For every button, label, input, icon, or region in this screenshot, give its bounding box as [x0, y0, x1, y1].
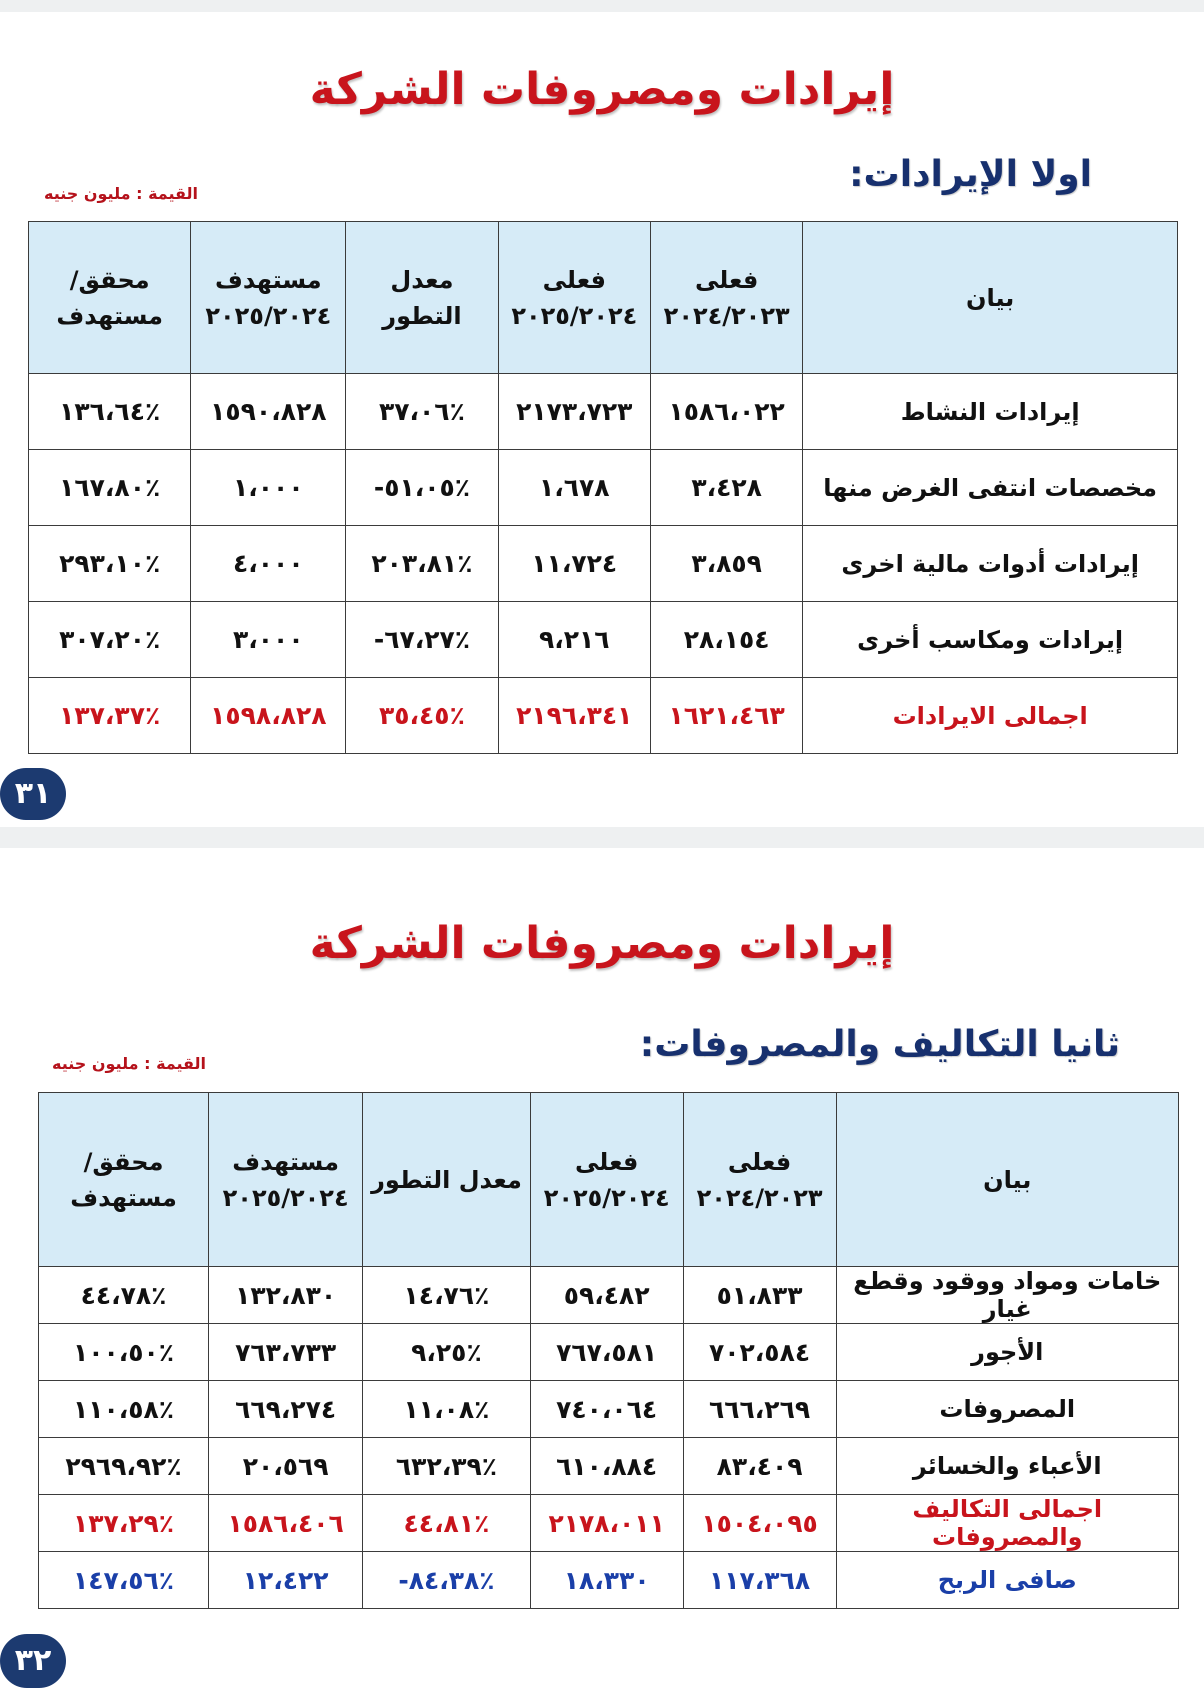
table-row: [29, 450, 1178, 526]
table-cell: ٪٣٧،٠٦: [346, 374, 498, 450]
table-cell: ٪٤٤،٧٨: [39, 1267, 209, 1324]
table-cell: ٥٩،٤٨٢: [530, 1267, 683, 1324]
slide-title: إيرادات ومصروفات الشركة: [309, 918, 895, 969]
table-cell: ١٣٢،٨٣٠: [209, 1267, 363, 1324]
costs-table: [38, 1092, 1179, 1609]
table-cell: ٨٣،٤٠٩: [683, 1438, 836, 1495]
row-label: إيرادات أدوات مالية اخرى: [803, 526, 1178, 602]
table-cell: ٪٢٩٦٩،٩٢: [39, 1438, 209, 1495]
total-row: [29, 678, 1178, 754]
table-cell: ٪١٤٧،٥٦: [39, 1552, 209, 1609]
table-cell: ٪٣٥،٤٥: [346, 678, 498, 754]
row-label: إيرادات النشاط: [803, 374, 1178, 450]
table-row: [39, 1438, 1179, 1495]
table-cell: ٣،٨٥٩: [650, 526, 802, 602]
table-cell: ٪٥١،٠٥-: [346, 450, 498, 526]
table-row: [39, 1381, 1179, 1438]
header-cell: فعلى ٢٠٢٥/٢٠٢٤: [530, 1093, 683, 1267]
table-cell: ٣،٤٢٨: [650, 450, 802, 526]
unit-note: القيمة : مليون جنيه: [52, 1054, 207, 1073]
table-cell: ٢٨،١٥٤: [650, 602, 802, 678]
table-cell: ٪٩،٢٥: [363, 1324, 531, 1381]
table-cell: ١٥٨٦،٠٢٢: [650, 374, 802, 450]
row-label: مخصصات انتفى الغرض منها: [803, 450, 1178, 526]
slide-revenues: [0, 12, 1204, 827]
table-cell: ٪١٣٦،٦٤: [29, 374, 191, 450]
revenues-table: [28, 221, 1178, 754]
header-cell: معدل التطور: [346, 222, 498, 374]
table-cell: ٧٠٢،٥٨٤: [683, 1324, 836, 1381]
table-cell: ١٨،٣٣٠: [530, 1552, 683, 1609]
header-cell: فعلى ٢٠٢٥/٢٠٢٤: [498, 222, 650, 374]
table-row: [39, 1267, 1179, 1324]
table-cell: ٪١٣٧،٣٧: [29, 678, 191, 754]
row-label: صافى الربح: [836, 1552, 1178, 1609]
row-label: الأعباء والخسائر: [836, 1438, 1178, 1495]
table-cell: ٪١٠٠،٥٠: [39, 1324, 209, 1381]
table-cell: ١،٠٠٠: [191, 450, 346, 526]
header-cell: فعلى ٢٠٢٤/٢٠٢٣: [683, 1093, 836, 1267]
row-label: الأجور: [836, 1324, 1178, 1381]
table-row: [29, 602, 1178, 678]
table-cell: ٪١١٠،٥٨: [39, 1381, 209, 1438]
header-cell: بيان: [803, 222, 1178, 374]
table-cell: ١١٧،٣٦٨: [683, 1552, 836, 1609]
table-cell: ٧٤٠،٠٦٤: [530, 1381, 683, 1438]
table-cell: ١١،٧٢٤: [498, 526, 650, 602]
table-cell: ٧٦٧،٥٨١: [530, 1324, 683, 1381]
table-cell: ١٥٩٠،٨٢٨: [191, 374, 346, 450]
page-number-badge: ٣١: [0, 768, 66, 820]
header-cell: محقق/ مستهدف: [39, 1093, 209, 1267]
table-cell: ٪١٣٧،٢٩: [39, 1495, 209, 1552]
table-cell: ٢١٧٨،٠١١: [530, 1495, 683, 1552]
total-row: [39, 1495, 1179, 1552]
table-cell: ٪١١،٠٨: [363, 1381, 531, 1438]
row-label: اجمالى التكاليف والمصروفات: [836, 1495, 1178, 1552]
table-cell: ٪٦٣٢،٣٩: [363, 1438, 531, 1495]
table-header-row: [29, 222, 1178, 374]
slide-title: إيرادات ومصروفات الشركة: [309, 64, 895, 115]
table-cell: ٤،٠٠٠: [191, 526, 346, 602]
header-cell: مستهدف ٢٠٢٥/٢٠٢٤: [191, 222, 346, 374]
header-cell: مستهدف ٢٠٢٥/٢٠٢٤: [209, 1093, 363, 1267]
table-cell: ٪١٤،٧٦: [363, 1267, 531, 1324]
slide-costs: [0, 848, 1204, 1692]
table-cell: ١٥٠٤،٠٩٥: [683, 1495, 836, 1552]
table-cell: ٥١،٨٣٣: [683, 1267, 836, 1324]
table-cell: ٦٦٦،٢٦٩: [683, 1381, 836, 1438]
table-cell: ٩،٢١٦: [498, 602, 650, 678]
section-title: ثانيا التكاليف والمصروفات:: [639, 1024, 1120, 1065]
table-cell: ١٦٢١،٤٦٣: [650, 678, 802, 754]
table-cell: ٪٤٤،٨١: [363, 1495, 531, 1552]
row-label: خامات ومواد ووقود وقطع غيار: [836, 1267, 1178, 1324]
table-cell: ٢١٩٦،٣٤١: [498, 678, 650, 754]
table-cell: ٦٦٩،٢٧٤: [209, 1381, 363, 1438]
table-header-row: [39, 1093, 1179, 1267]
page-number-badge: ٣٢: [0, 1634, 66, 1688]
header-cell: بيان: [836, 1093, 1178, 1267]
table-cell: ٣،٠٠٠: [191, 602, 346, 678]
header-cell: محقق/ مستهدف: [29, 222, 191, 374]
row-label: إيرادات ومكاسب أخرى: [803, 602, 1178, 678]
table-row: [29, 374, 1178, 450]
row-label: اجمالى الايرادات: [803, 678, 1178, 754]
net-profit-row: [39, 1552, 1179, 1609]
header-cell: فعلى ٢٠٢٤/٢٠٢٣: [650, 222, 802, 374]
header-cell: معدل التطور: [363, 1093, 531, 1267]
section-title: اولا الإيرادات:: [849, 154, 1092, 195]
table-row: [29, 526, 1178, 602]
table-cell: ٢١٧٣،٧٢٣: [498, 374, 650, 450]
table-cell: ٪٢٠٣،٨١: [346, 526, 498, 602]
table-cell: ١٥٨٦،٤٠٦: [209, 1495, 363, 1552]
row-label: المصروفات: [836, 1381, 1178, 1438]
table-cell: ١،٦٧٨: [498, 450, 650, 526]
table-cell: ٪١٦٧،٨٠: [29, 450, 191, 526]
table-cell: ٪٨٤،٣٨-: [363, 1552, 531, 1609]
table-cell: ١٥٩٨،٨٢٨: [191, 678, 346, 754]
table-cell: ٪٣٠٧،٢٠: [29, 602, 191, 678]
table-cell: ٪٦٧،٢٧-: [346, 602, 498, 678]
table-cell: ٧٦٣،٧٣٣: [209, 1324, 363, 1381]
table-cell: ٪٢٩٣،١٠: [29, 526, 191, 602]
table-row: [39, 1324, 1179, 1381]
table-cell: ١٢،٤٢٢: [209, 1552, 363, 1609]
table-cell: ٢٠،٥٦٩: [209, 1438, 363, 1495]
unit-note: القيمة : مليون جنيه: [44, 184, 199, 203]
table-cell: ٦١٠،٨٨٤: [530, 1438, 683, 1495]
